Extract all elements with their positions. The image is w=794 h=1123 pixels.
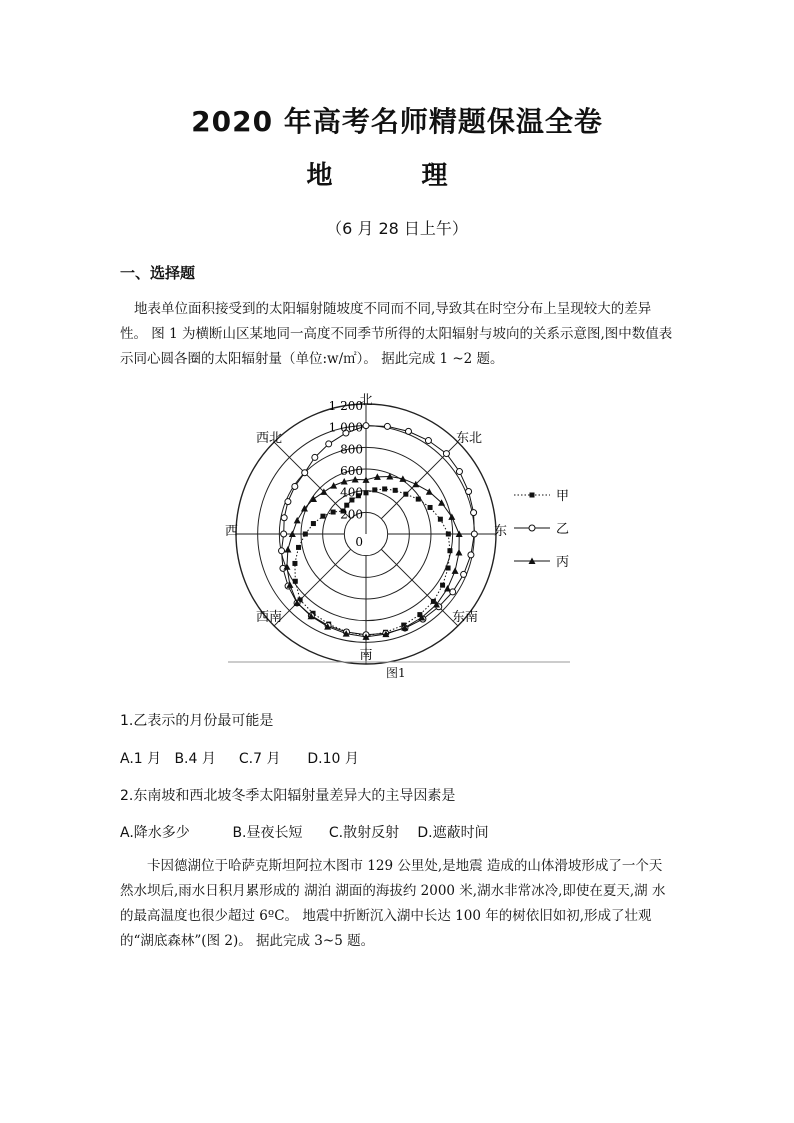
series-point-乙 (471, 531, 477, 537)
series-point-乙 (468, 552, 474, 558)
series-point-甲 (296, 545, 301, 550)
series-point-丙 (452, 567, 459, 574)
series-point-甲 (428, 505, 433, 510)
question-1-stem: 1.乙表示的月份最可能是 (120, 713, 274, 729)
series-point-甲 (447, 548, 452, 553)
series-point-乙 (450, 589, 456, 595)
ring-label: 600 (340, 464, 363, 478)
series-point-甲 (364, 490, 369, 495)
series-point-甲 (440, 583, 445, 588)
series-point-甲 (382, 486, 387, 491)
q1-option-a[interactable]: A.1 月 (120, 751, 162, 767)
radiation-figure (224, 385, 574, 669)
series-point-甲 (438, 517, 443, 522)
exam-date: （6 月 28 日上午） (326, 219, 468, 238)
series-point-甲 (320, 514, 325, 519)
legend-marker (530, 493, 535, 498)
series-point-乙 (285, 499, 291, 505)
series-line-乙 (282, 426, 475, 635)
q2-option-b[interactable]: B.昼夜长短 (232, 825, 303, 841)
q1-option-c[interactable]: C.7 月 (238, 751, 281, 767)
ring-label: 0 (355, 535, 363, 549)
series-point-乙 (281, 515, 287, 521)
question-2-options (120, 822, 489, 842)
direction-label: 西 (224, 524, 238, 539)
series-point-甲 (311, 521, 316, 526)
series-point-甲 (393, 488, 398, 493)
direction-label: 西北 (255, 431, 283, 446)
direction-label: 西南 (255, 610, 283, 625)
series-point-乙 (425, 438, 431, 444)
series-point-乙 (292, 483, 298, 489)
series-point-甲 (331, 510, 336, 515)
series-point-乙 (461, 571, 467, 577)
series-point-乙 (279, 548, 285, 554)
series-point-甲 (292, 561, 297, 566)
series-point-乙 (281, 531, 287, 537)
ring-label: 200 (340, 507, 363, 522)
q1-option-b[interactable]: B.4 月 (174, 751, 216, 767)
series-point-乙 (302, 470, 308, 476)
legend-label: 甲 (556, 489, 570, 504)
series-point-丙 (284, 546, 291, 553)
series-point-甲 (446, 532, 451, 537)
ring-label: 1 000 (328, 420, 363, 435)
exam-title: 2020 年高考名师精题保温全卷 (191, 105, 603, 138)
q1-option-d[interactable]: D.10 月 (307, 751, 359, 767)
q2-option-d[interactable]: D.遮蔽时间 (417, 825, 489, 841)
ring-label: 400 (340, 485, 363, 500)
series-point-丙 (294, 517, 301, 524)
direction-label: 北 (359, 393, 373, 408)
direction-label: 东南 (451, 610, 479, 625)
series-point-丙 (444, 585, 451, 592)
series-point-乙 (471, 510, 477, 516)
chart-series (279, 420, 478, 640)
series-point-甲 (416, 497, 421, 502)
radar-chart (224, 385, 574, 665)
series-point-甲 (372, 487, 377, 492)
series-point-乙 (443, 451, 449, 457)
series-point-乙 (456, 469, 462, 475)
series-point-乙 (326, 441, 332, 447)
passage-2: 卡因德湖位于哈萨克斯坦阿拉木图市 129 公里处,是地震 造成的山体滑坡形成了一个天然水坝后,雨水日积月累形成的 湖泊 湖面的海拔约 2000 米,湖水非常冰冷,即使在夏天,湖 水的最高温度也很少超过 6ºC。 地震中折断沉入湖中长达 100 年的树依旧如初,形成了壮观的“湖底森林”(图 2)。 据此完成 3~5 题。 (120, 858, 666, 949)
ring-label: 800 (340, 442, 363, 457)
series-point-丙 (448, 513, 455, 520)
series-point-乙 (363, 423, 369, 429)
figure-caption: 图1 (386, 666, 406, 680)
subject-title: 地 理 (306, 161, 488, 191)
question-2-stem: 2.东南坡和西北坡冬季太阳辐射量差异大的主导因素是 (120, 788, 456, 804)
series-point-乙 (466, 489, 472, 495)
series-point-甲 (293, 579, 298, 584)
q2-option-c[interactable]: C.散射反射 (328, 825, 400, 841)
series-point-乙 (405, 428, 411, 434)
legend-marker (529, 525, 535, 531)
series-point-甲 (446, 565, 451, 570)
series-point-丙 (426, 488, 433, 495)
section-heading: 一、选择题 (120, 264, 196, 282)
direction-label: 南 (359, 648, 373, 663)
series-point-甲 (403, 492, 408, 497)
series-point-丙 (330, 482, 337, 489)
series-point-乙 (312, 454, 318, 460)
direction-label: 东 (494, 524, 508, 539)
series-point-甲 (303, 532, 308, 537)
series-point-乙 (384, 423, 390, 429)
q2-option-a[interactable]: A.降水多少 (120, 825, 190, 841)
series-point-丙 (455, 549, 462, 556)
ring-label: 1 200 (328, 399, 363, 413)
series-point-甲 (431, 599, 436, 604)
question-1-options (120, 748, 359, 768)
legend-label: 乙 (556, 522, 570, 537)
legend-label: 丙 (556, 555, 570, 570)
direction-label: 东北 (455, 431, 483, 446)
chart-legend (514, 489, 569, 570)
passage-1: 地表单位面积接受到的太阳辐射随坡度不同而不同,导致其在时空分布上呈现较大的差异性。 图 1 为横断山区某地同一高度不同季节所得的太阳辐射与坡向的关系示意图,图中数值表示同心圆各圈的太阳辐射量（单位:w/㎡）。 据此完成 1 ~2 题。 (120, 301, 673, 367)
